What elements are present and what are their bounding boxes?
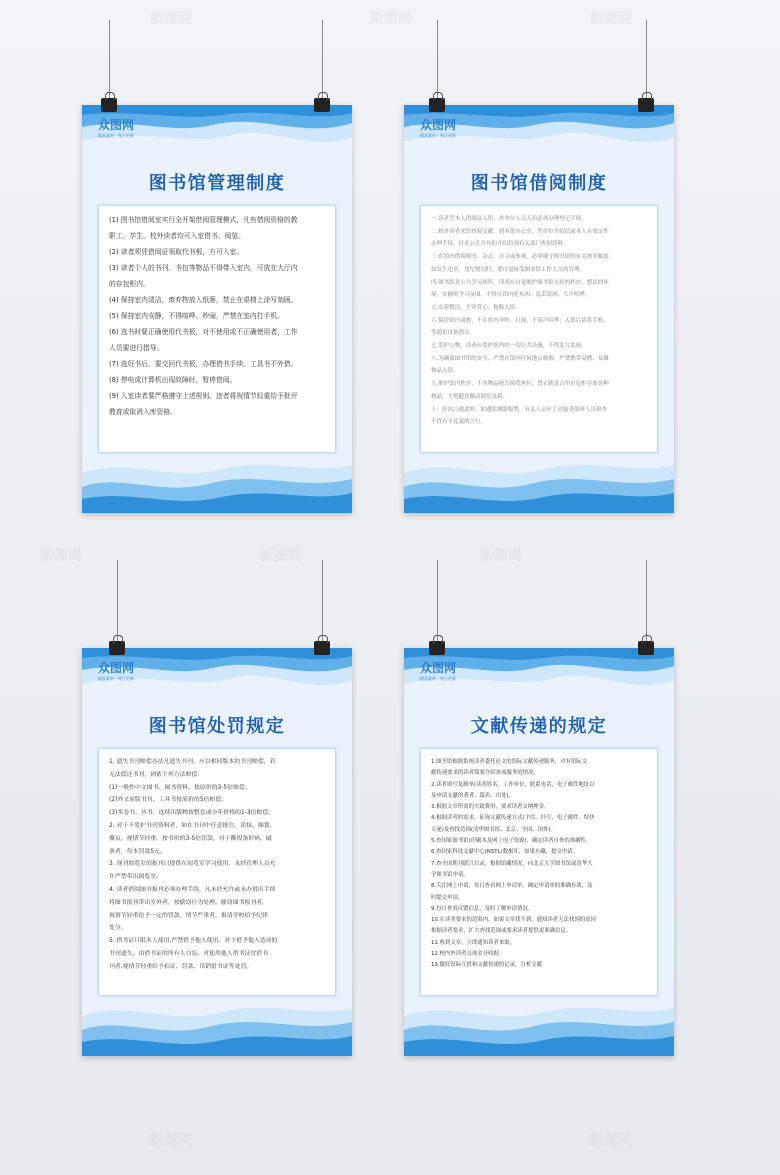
hanging-wire (322, 560, 323, 645)
list-item: 的存包柜内。 (109, 280, 150, 288)
list-item: (1) 图书馆借阅室实行全开架借阅管理模式，凡有借阅资格的教 (109, 216, 298, 224)
list-item: 物品，不得随意挪动阅览桌椅。 (431, 393, 509, 400)
list-item: 1. 遗失书刊赔偿办法凡遗失书刊，应以相同版本的书刊赔偿，若 (109, 759, 276, 765)
list-item: 三.在馆内借阅图书、杂志、自习或参观，必须遵守图书馆的有关规章制度。 (431, 254, 615, 261)
list-item: 境，安静的学习氛围，不得在馆内吃东西、乱丢纸屑、大声喧哗。 (431, 292, 591, 299)
list-item: 6.查国家科技文献中心(NSTL)数据库，如果有藏，提交申请。 (431, 849, 579, 856)
poster-title: 图书馆借阅制度 (470, 173, 608, 194)
list-item: 5.查国家图书馆(印刷本及网上电子资源)，确定读者自查的准确性。 (431, 838, 592, 845)
list-item: 8.关注网上申请，每日查看网上申请单，确定申请单的准确有效，及 (431, 883, 593, 890)
list-item: 人员要进行指导。 (109, 344, 164, 352)
list-item: 5. 借书证只限本人使用,严禁借予他人使用。对于借予他人造成的 (109, 938, 278, 945)
top-wave-decoration (404, 648, 674, 718)
list-item: (3) 读者个人的书刊、书包等物品不得带入室内，可放在大厅内 (109, 264, 298, 272)
logo-mark-icon: 众 (98, 118, 111, 132)
watermark: 新图网 (370, 11, 412, 27)
binder-clip-icon (101, 98, 117, 112)
list-item: 办理手续，持办公室开具的介绍信到有关部门查阅资料。 (431, 241, 569, 248)
logo-mark-icon: 众 (420, 118, 433, 132)
list-item: 专递)及查找范围(清华图书馆、北京、全国、国外)。 (431, 826, 556, 833)
list-item: 七.爱护公物，读者应爱护馆内的一切公共设施，不得乱写乱画。 (431, 343, 587, 350)
list-item: (2) 读者须凭借阅证领取代书板，方可入室。 (109, 248, 244, 256)
list-item: 12.校内外读者交现金开收据。 (431, 951, 505, 958)
list-item: 四.图书馆是公共学习场所，读者应自觉维护图书馆良好的秩序，整洁的环 (431, 279, 609, 286)
poster-document-delivery-rules (404, 648, 674, 1056)
poster-management-rules (82, 105, 352, 513)
top-wave-decoration (82, 648, 352, 718)
list-item: 六.保持馆内肃静，不在馆内争吵、打闹、不高声喧哗；入馆后请将手机、 (431, 317, 609, 324)
logo-text: 图网 (110, 118, 135, 132)
list-item: 视情节轻重给予一定的罚款。情节严重者，报请学校给予纪律 (109, 912, 269, 919)
brand-logo (420, 662, 456, 682)
list-item: (3)多卷书、丛书、连续出版物按整套或全年价格的1-3倍赔偿。 (109, 810, 275, 817)
hanging-wire (437, 560, 438, 645)
list-item: 7.查全国期刊联合目录，根据馆藏情况，向北京大学图书馆或清华大 (431, 860, 593, 867)
binder-clip-icon (314, 98, 330, 112)
hanging-wire (437, 20, 438, 102)
logo-tagline: 精品素材 · 每日更新 (420, 133, 456, 138)
logo-text: 图网 (110, 661, 135, 675)
watermark: 新图网 (590, 11, 632, 27)
list-item: 一.读者凭本人借阅证入馆，外单位人员入馆必须办理登记手续。 (431, 216, 587, 222)
list-item: (2)外文原版书刊、工具书按原价的5倍赔偿； (109, 797, 228, 804)
list-item: 10.在读者要求的范围内，如果文章找不到，通知读者无法找到的原因 (431, 917, 596, 924)
hanging-wire (646, 20, 647, 102)
brand-logo (98, 119, 134, 139)
list-item: 九.维护馆内秩序，不用物品抢占阅览座位，禁止随意占用存包柜存放各种 (431, 381, 609, 388)
brand-logo (98, 662, 134, 682)
list-item: 不得有不礼貌的言行。 (431, 419, 487, 426)
hanging-wire (646, 560, 647, 645)
list-item: 处分。 (109, 925, 127, 932)
rules-card (98, 205, 336, 453)
list-item: (8) 停电或计算机出现故障时，暂停借阅。 (109, 376, 237, 384)
watermark: 新图网 (260, 548, 302, 564)
list-item: 3.根据文章所需的大致费用，要求读者交纳押金。 (431, 804, 550, 811)
list-item: 等通讯设备消音。 (431, 330, 476, 337)
list-item: 十、经出口通道时，如遇监测器报警，有关人员应主动接受值班人员检查 (431, 406, 608, 413)
logo-mark-icon: 众 (420, 661, 433, 675)
poster-title: 图书馆管理制度 (148, 173, 286, 194)
poster-penalty-rules (82, 648, 352, 1056)
list-item: 五.衣着整洁，不穿背心、拖鞋入馆。 (431, 304, 521, 311)
poster-title: 文献传递的规定 (470, 716, 608, 737)
hanging-wire (109, 20, 110, 102)
list-item: 条者，每本罚款5元。 (109, 848, 166, 855)
list-item: 1.图书馆根据系统读者委托论文的馆际文献传递服务，对有馆际文 (431, 759, 588, 765)
hanging-wire (117, 560, 118, 645)
list-item: (5) 保持室内安静，不得喧哗、吵闹，严禁在室内打手机。 (109, 312, 284, 320)
list-item: (4) 保持室内清洁，废弃物放入纸篓，禁止在桌椅上涂写刻画。 (109, 296, 298, 304)
bottom-wave-decoration (404, 453, 674, 513)
rules-card (420, 205, 658, 453)
list-item: (7) 选好书后，要交回代书板，办理借书手续。工具书不外借。 (109, 360, 298, 368)
bottom-wave-decoration (82, 453, 352, 513)
list-item: 13.做好馆际互借和文献传递的记录，分析文献 (431, 962, 542, 969)
logo-mark-icon: 众 (98, 661, 111, 675)
logo-tagline: 精品素材 · 每日更新 (98, 676, 134, 681)
list-item: 将图书报刊带出室外者，按偷窃行为处理。偷窃图书报刊者， (109, 899, 269, 906)
top-wave-decoration (404, 105, 674, 175)
hanging-wire (322, 20, 323, 102)
watermark: 新图网 (590, 1133, 632, 1149)
poster-borrowing-rules (404, 105, 674, 513)
binder-clip-icon (638, 98, 654, 112)
list-item: 学图书馆申请。 (431, 871, 469, 878)
list-item: 及申请文献的著者、篇名、出处)。 (431, 792, 514, 799)
list-item: 9.每日查看反馈信息，及时了解申请情况。 (431, 905, 534, 912)
binder-clip-icon (638, 641, 654, 655)
bottom-wave-decoration (404, 996, 674, 1056)
binder-clip-icon (314, 641, 330, 655)
list-item: 4. 读者借阅图书报刊必须办理手续，凡未经允许或未办借出手续 (109, 886, 276, 893)
watermark: 新图网 (40, 548, 82, 564)
list-item: 4.根据读者的需求，征询文献传递方式(平信、挂号、电子邮件、特快 (431, 815, 595, 822)
binder-clip-icon (429, 98, 445, 112)
list-item: 二.校外读者来馆查阅文献，到本馆办公室，凭单位介绍信或本人有效证件 (431, 228, 609, 235)
rules-card (98, 748, 336, 996)
list-item: 2. 对于不爱护书刊资料者，如在书刊中任意批注、涂抹、圈划、 (109, 822, 276, 829)
list-item: 时提交申请。 (431, 894, 464, 901)
logo-tagline: 精品素材 · 每日更新 (98, 133, 134, 138)
list-item: 物品入馆。 (431, 368, 459, 375)
watermark: 新图网 (150, 1133, 192, 1149)
list-item: 2.读者填写复制单(读者姓名、工作单位、联系电话、电子邮件地址以 (431, 781, 595, 788)
list-item: 如发生违章、违纪情况时，要自觉接受图书馆工作人员的管理。 (431, 266, 586, 273)
watermark: 新图网 (150, 11, 192, 27)
binder-clip-icon (429, 641, 445, 655)
list-item: 职工、学生、校外读者均可入室借书、阅览。 (109, 232, 245, 240)
list-item: 许严禁带出阅览室。 (109, 874, 163, 881)
list-item: (9) 入室读者要严格遵守上述规则。违者将视情节轻重给予批评 (109, 392, 298, 400)
list-item: (1)一般性中文图书、图书资料，按原价的3-5倍赔偿； (109, 784, 251, 791)
list-item: 11.收到文章，立即通知读者来取。 (431, 939, 516, 946)
bottom-wave-decoration (82, 996, 352, 1056)
binder-clip-icon (109, 641, 125, 655)
list-item: 根据读者要求，扩大查找范围或要求读者提供更准确信息。 (431, 928, 572, 935)
watermark: 新图网 (480, 548, 522, 564)
list-item: 3. 现刊阅览室的报刊只提供在阅览室学习使用，未经管理人员允 (109, 861, 276, 868)
list-item: 撕页，视情节轻重，按书价的3-5倍罚款。对于撕毁条形码、磁 (109, 835, 272, 842)
list-item: 无法偿还书刊，则依下列方法赔偿： (109, 771, 204, 778)
top-wave-decoration (82, 105, 352, 175)
list-item: 八.为确保图书馆的安全，严禁在馆内任何地点吸烟，严禁携带易燃、易爆 (431, 355, 609, 362)
logo-text: 图网 (432, 118, 457, 132)
list-item: 教育或取消入库资格。 (109, 408, 177, 416)
logo-text: 图网 (432, 661, 457, 675)
logo-tagline: 精品素材 · 每日更新 (420, 676, 456, 681)
list-item: 书刊遗失，由借书证的所有人自负。对使用他人借书证冒借书 (109, 950, 269, 957)
list-item: 献传递要求的读者简要介绍该项服务的情况。 (431, 770, 539, 777)
list-item: (6) 选书时要正确使用代书板，对不使用或不正确使用者，工作 (109, 328, 298, 336)
brand-logo (420, 119, 456, 139)
rules-card (420, 748, 658, 996)
poster-title: 图书馆处罚规定 (148, 716, 286, 737)
list-item: 刊者,视情节轻重给予扣证、罚款、吊销借书证等处罚。 (109, 963, 253, 970)
